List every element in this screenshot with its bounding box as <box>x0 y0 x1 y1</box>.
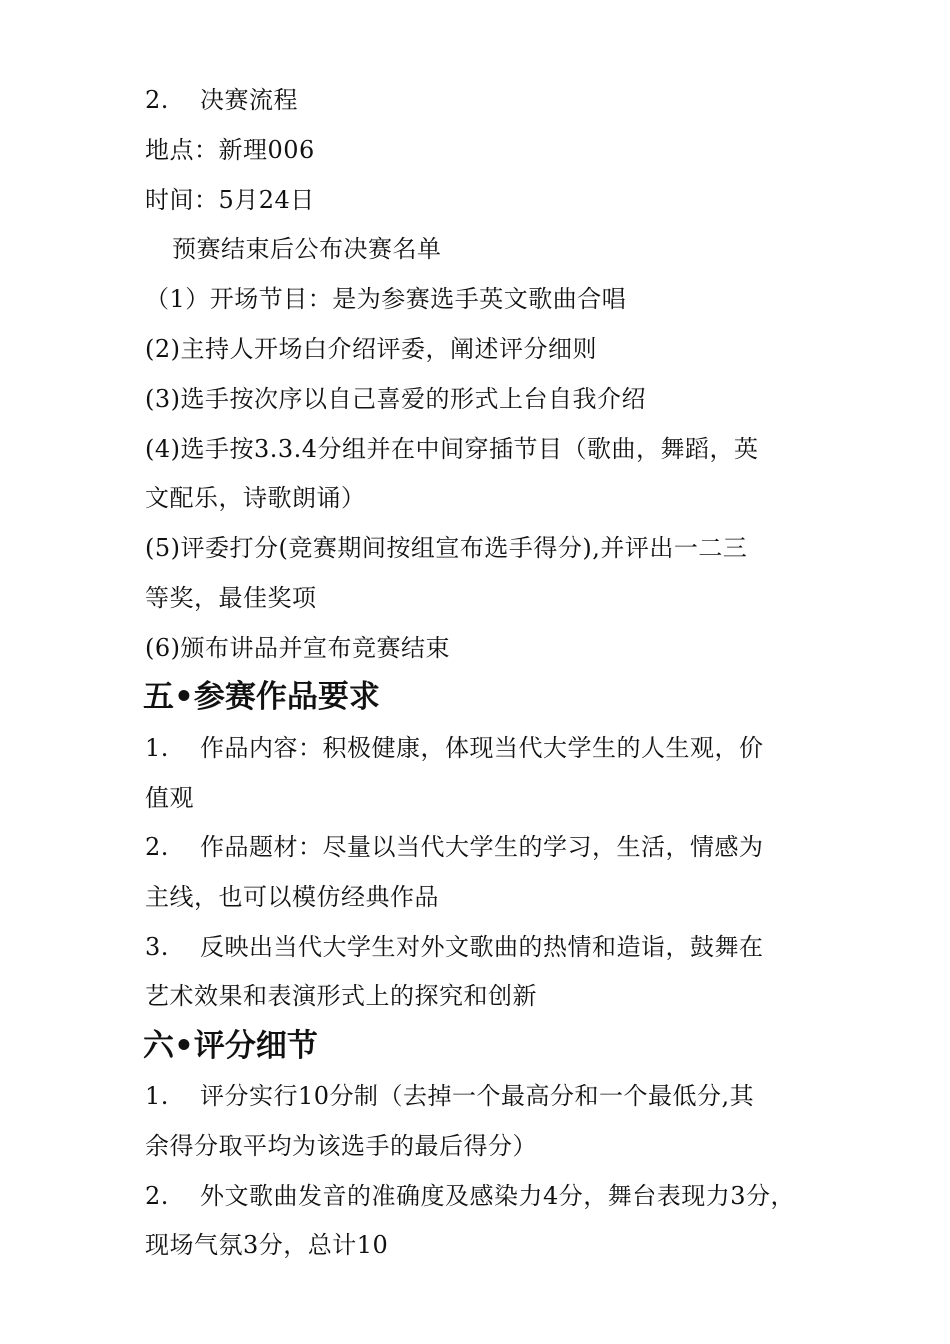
process-step-1: （1）开场节目：是为参赛选手英文歌曲合唱 <box>145 285 627 313</box>
item-text: 外文歌曲发音的准确度及感染力4分，舞台表现力3分， <box>200 1182 796 1210</box>
item-number: 3. <box>145 933 169 961</box>
item-number: 2. <box>145 833 169 861</box>
section-5-heading: 五•参赛作品要求 <box>143 679 380 715</box>
section6-item-1-cont: 余得分取平均为该选手的最后得分） <box>145 1132 537 1160</box>
process-step-2: (2)主持人开场白介绍评委，阐述评分细则 <box>145 335 597 363</box>
item-text: 作品内容：积极健康，体现当代大学生的人生观，价 <box>200 734 764 762</box>
item-text: 评分实行10分制（去掉一个最高分和一个最低分,其 <box>200 1082 755 1110</box>
final-process-title-text: 决赛流程 <box>200 86 298 114</box>
section5-item-1-cont: 值观 <box>145 784 194 812</box>
section6-item-2 <box>145 1180 825 1212</box>
section6-item-2-cont: 现场气氛3分，总计10 <box>145 1231 389 1259</box>
item-text: 反映出当代大学生对外文歌曲的热情和造诣，鼓舞在 <box>200 933 764 961</box>
finalist-note: 预赛结束后公布决赛名单 <box>172 235 442 263</box>
section5-item-3 <box>145 931 825 963</box>
time-line: 时间：5月24日 <box>145 186 315 214</box>
process-step-4: (4)选手按3.3.4分组并在中间穿插节目（歌曲，舞蹈，英 <box>145 435 759 463</box>
item-number: 1. <box>145 1082 169 1110</box>
section-6-heading: 六•评分细节 <box>143 1028 318 1064</box>
process-step-4-cont: 文配乐，诗歌朗诵） <box>145 484 366 512</box>
process-step-6: (6)颁布讲品并宣布竞赛结束 <box>145 634 450 662</box>
item-number: 1. <box>145 734 169 762</box>
item-number: 2. <box>145 1182 169 1210</box>
process-step-5-cont: 等奖，最佳奖项 <box>145 584 317 612</box>
process-step-5: (5)评委打分(竞赛期间按组宣布选手得分),并评出一二三 <box>145 534 748 562</box>
section5-item-3-cont: 艺术效果和表演形式上的探究和创新 <box>145 982 537 1010</box>
section5-item-2 <box>145 831 825 863</box>
location-line: 地点：新理006 <box>145 136 315 164</box>
item-text: 作品题材：尽量以当代大学生的学习，生活，情感为 <box>200 833 764 861</box>
section5-item-1 <box>145 732 825 764</box>
final-process-title <box>145 84 825 116</box>
section5-item-2-cont: 主线，也可以模仿经典作品 <box>145 883 439 911</box>
final-process-number: 2. <box>145 86 169 114</box>
section6-item-1 <box>145 1080 825 1112</box>
process-step-3: (3)选手按次序以自己喜爱的形式上台自我介绍 <box>145 385 646 413</box>
